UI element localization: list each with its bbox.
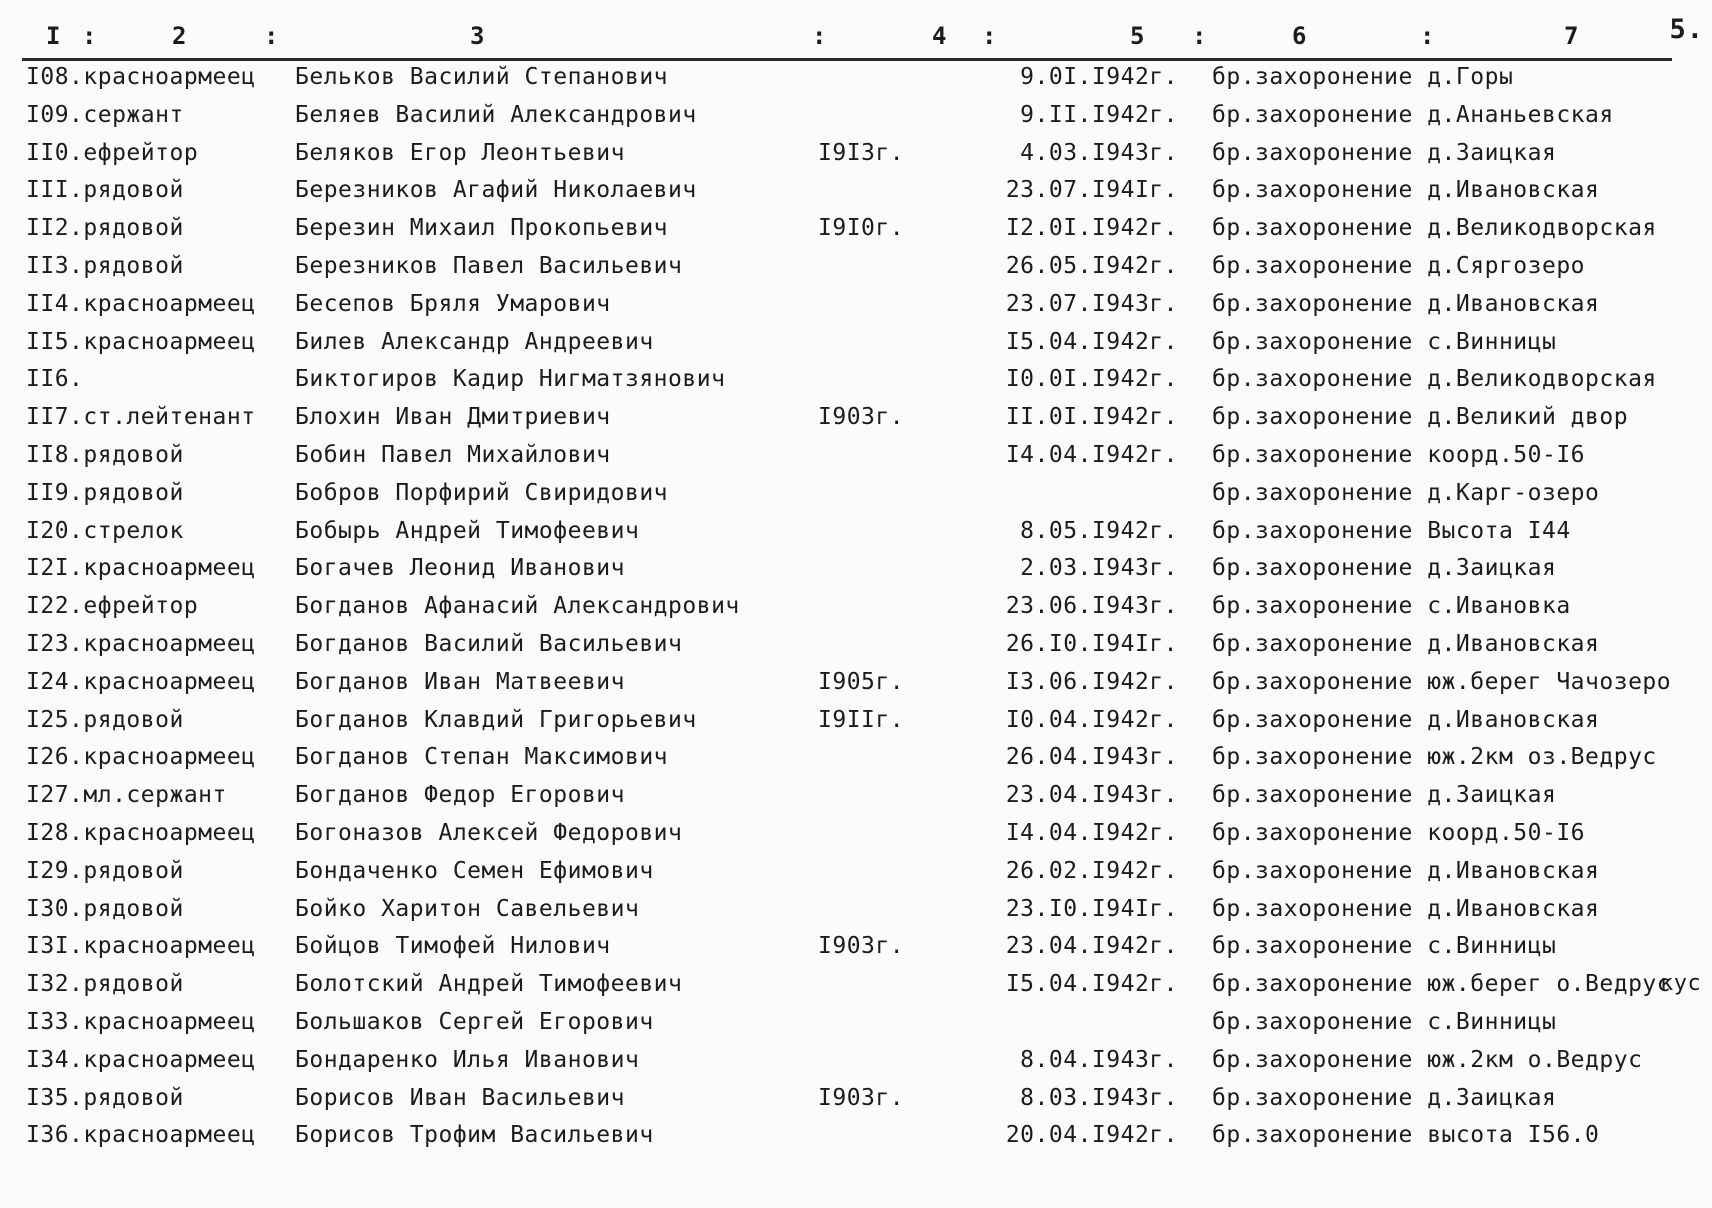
rank-cell: I33.красноармеец <box>26 1008 256 1035</box>
burial-place-cell: бр.захоронение с.Винницы <box>1212 933 1557 960</box>
burial-place-cell: бр.захоронение д.Заицкая <box>1212 139 1557 166</box>
rank-cell: II3.рядовой <box>26 252 184 279</box>
header-col-4: 4 <box>932 22 947 50</box>
death-date-cell: 4.03.I943г. <box>1020 139 1178 166</box>
birth-year-cell: I903г. <box>818 1084 905 1111</box>
burial-place-cell: бр.захоронение д.Ивановская <box>1212 290 1600 317</box>
rank-cell: I3I.красноармеец <box>26 933 256 960</box>
name-cell: Бобров Порфирий Свиридович <box>295 479 669 506</box>
record-row <box>0 96 1712 134</box>
burial-place-cell: бр.захоронение д.Великодворская <box>1212 215 1657 242</box>
rank-cell: I25.рядовой <box>26 706 184 733</box>
burial-place-cell: бр.захоронение с.Винницы <box>1212 328 1557 355</box>
record-row <box>0 890 1712 928</box>
name-cell: Березников Агафий Николаевич <box>295 177 697 204</box>
record-row <box>0 247 1712 285</box>
burial-place-cell: бр.захоронение д.Заицкая <box>1212 782 1557 809</box>
header-col-6: 6 <box>1292 22 1307 50</box>
rank-cell: I20.стрелок <box>26 517 184 544</box>
name-cell: Бобин Павел Михайлович <box>295 441 611 468</box>
burial-place-cell: бр.захоронение д.Ивановская <box>1212 177 1600 204</box>
rank-cell: I22.ефрейтор <box>26 593 199 620</box>
record-row <box>0 965 1712 1003</box>
burial-place-cell: бр.захоронение д.Великий двор <box>1212 404 1629 431</box>
header-sep-5: : <box>1192 22 1207 50</box>
name-cell: Бойцов Тимофей Нилович <box>295 933 611 960</box>
rank-cell: II5.красноармеец <box>26 328 256 355</box>
burial-place-cell: бр.захоронение д.Сяргозеро <box>1212 252 1586 279</box>
header-sep-3: : <box>812 22 827 50</box>
record-row <box>0 171 1712 209</box>
burial-place-cell: бр.захоронение д.Великодворская <box>1212 366 1657 393</box>
header-col-2: 2 <box>172 22 187 50</box>
death-date-cell: 23.04.I942г. <box>1005 933 1178 960</box>
record-row <box>0 1116 1712 1154</box>
burial-place-cell: бр.захоронение юж.берег Чачозеро <box>1212 668 1672 695</box>
death-date-cell: 26.05.I942г. <box>1005 252 1178 279</box>
death-date-cell: 26.04.I943г. <box>1005 744 1178 771</box>
name-cell: Билев Александр Андреевич <box>295 328 654 355</box>
name-cell: Березин Михаил Прокопьевич <box>295 215 669 242</box>
burial-place-continuation: кус <box>1660 971 1702 997</box>
death-date-cell: 23.04.I943г. <box>1005 782 1178 809</box>
burial-place-cell: бр.захоронение д.Ананьевская <box>1212 101 1614 128</box>
rank-cell: III.рядовой <box>26 177 184 204</box>
name-cell: Бельков Василий Степанович <box>295 64 669 90</box>
rank-cell: II6. <box>26 366 84 393</box>
rank-cell: II8.рядовой <box>26 441 184 468</box>
record-row <box>0 285 1712 323</box>
record-row <box>0 663 1712 701</box>
rank-cell: II0.ефрейтор <box>26 139 199 166</box>
death-date-cell: 9.0I.I942г. <box>1020 64 1178 90</box>
death-date-cell: I5.04.I942г. <box>1005 971 1178 998</box>
death-date-cell: 23.06.I943г. <box>1005 593 1178 620</box>
record-row <box>0 776 1712 814</box>
record-row <box>0 512 1712 550</box>
rank-cell: I2I.красноармеец <box>26 555 256 582</box>
rank-cell: I27.мл.сержант <box>26 782 227 809</box>
name-cell: Богданов Федор Егорович <box>295 782 625 809</box>
death-date-cell: 23.07.I943г. <box>1005 290 1178 317</box>
death-date-cell: I0.0I.I942г. <box>1005 366 1178 393</box>
name-cell: Болотский Андрей Тимофеевич <box>295 971 683 998</box>
header-sep-6: : <box>1420 22 1435 50</box>
burial-place-cell: бр.захоронение с.Ивановка <box>1212 593 1571 620</box>
death-date-cell: 8.03.I943г. <box>1020 1084 1178 1111</box>
header-sep-4: : <box>982 22 997 50</box>
name-cell: Богданов Иван Матвеевич <box>295 668 625 695</box>
rank-cell: I26.красноармеец <box>26 744 256 771</box>
death-date-cell: I5.04.I942г. <box>1005 328 1178 355</box>
name-cell: Богоназов Алексей Федорович <box>295 819 683 846</box>
header-sep-2: : <box>264 22 279 50</box>
record-row <box>0 549 1712 587</box>
burial-place-cell: бр.захоронение д.Горы <box>1212 64 1514 90</box>
record-row <box>0 1079 1712 1117</box>
rank-cell: II9.рядовой <box>26 479 184 506</box>
burial-place-cell: бр.захоронение высота I56.0 <box>1212 1122 1600 1149</box>
death-date-cell: I3.06.I942г. <box>1005 668 1178 695</box>
record-row <box>0 701 1712 739</box>
page-number: 5. <box>1669 14 1704 45</box>
record-row <box>0 323 1712 361</box>
name-cell: Березников Павел Васильевич <box>295 252 683 279</box>
name-cell: Биктогиров Кадир Нигматзянович <box>295 366 726 393</box>
rank-cell: I08.красноармеец <box>26 64 256 90</box>
death-date-cell: 26.I0.I94Iг. <box>1005 630 1178 657</box>
header-col-5: 5 <box>1130 22 1145 50</box>
rank-cell: I24.красноармеец <box>26 668 256 695</box>
record-row <box>0 852 1712 890</box>
name-cell: Борисов Трофим Васильевич <box>295 1122 654 1149</box>
name-cell: Беляков Егор Леонтьевич <box>295 139 625 166</box>
birth-year-cell: I903г. <box>818 404 905 431</box>
burial-place-cell: бр.захоронение д.Ивановская <box>1212 895 1600 922</box>
record-row <box>0 814 1712 852</box>
burial-place-cell: бр.захоронение юж.2км оз.Ведрус <box>1212 744 1657 771</box>
record-row <box>0 436 1712 474</box>
burial-place-cell: бр.захоронение д.Ивановская <box>1212 630 1600 657</box>
name-cell: Бондаренко Илья Иванович <box>295 1046 640 1073</box>
burial-place-cell: бр.захоронение Высота I44 <box>1212 517 1571 544</box>
rank-cell: I34.красноармеец <box>26 1046 256 1073</box>
rank-cell: I09.сержант <box>26 101 184 128</box>
burial-place-cell: бр.захоронение юж.берег о.Ведрус <box>1212 971 1672 998</box>
rank-cell: II7.ст.лейтенант <box>26 404 256 431</box>
burial-place-cell: бр.захоронение д.Карг-озеро <box>1212 479 1600 506</box>
death-date-cell: 8.05.I942г. <box>1020 517 1178 544</box>
record-row <box>0 58 1712 96</box>
name-cell: Богачев Леонид Иванович <box>295 555 625 582</box>
rank-cell: I36.красноармеец <box>26 1122 256 1149</box>
death-date-cell: I4.04.I942г. <box>1005 441 1178 468</box>
burial-place-cell: бр.захоронение д.Ивановская <box>1212 857 1600 884</box>
death-date-cell: 23.I0.I94Iг. <box>1005 895 1178 922</box>
name-cell: Богданов Степан Максимович <box>295 744 669 771</box>
name-cell: Богданов Афанасий Александрович <box>295 593 740 620</box>
name-cell: Борисов Иван Васильевич <box>295 1084 625 1111</box>
death-date-cell: 20.04.I942г. <box>1005 1122 1178 1149</box>
death-date-cell: 2.03.I943г. <box>1020 555 1178 582</box>
record-row <box>0 587 1712 625</box>
birth-year-cell: I9I3г. <box>818 139 905 166</box>
record-row <box>0 625 1712 663</box>
death-date-cell: 8.04.I943г. <box>1020 1046 1178 1073</box>
burial-place-cell: бр.захоронение коорд.50-I6 <box>1212 441 1586 468</box>
rank-cell: I32.рядовой <box>26 971 184 998</box>
header-col-7: 7 <box>1564 22 1579 50</box>
record-row <box>0 134 1712 172</box>
rank-cell: I29.рядовой <box>26 857 184 884</box>
burial-place-cell: бр.захоронение д.Заицкая <box>1212 1084 1557 1111</box>
record-row <box>0 927 1712 965</box>
name-cell: Блохин Иван Дмитриевич <box>295 404 611 431</box>
death-date-cell: 26.02.I942г. <box>1005 857 1178 884</box>
record-row <box>0 360 1712 398</box>
death-date-cell: I2.0I.I942г. <box>1005 215 1178 242</box>
record-row <box>0 1041 1712 1079</box>
record-row <box>0 1003 1712 1041</box>
header-col-3: 3 <box>470 22 485 50</box>
burial-place-cell: бр.захоронение юж.2км о.Ведрус <box>1212 1046 1643 1073</box>
birth-year-cell: I903г. <box>818 933 905 960</box>
death-date-cell: I0.04.I942г. <box>1005 706 1178 733</box>
record-row <box>0 474 1712 512</box>
name-cell: Бойко Харитон Савельевич <box>295 895 640 922</box>
header-col-1: I <box>46 22 61 50</box>
record-row <box>0 738 1712 776</box>
name-cell: Бобырь Андрей Тимофеевич <box>295 517 640 544</box>
birth-year-cell: I9IIг. <box>818 706 905 733</box>
burial-place-cell: бр.захоронение д.Заицкая <box>1212 555 1557 582</box>
death-date-cell: 23.07.I94Iг. <box>1005 177 1178 204</box>
name-cell: Бесепов Бряля Умарович <box>295 290 611 317</box>
burial-place-cell: бр.захоронение д.Ивановская <box>1212 706 1600 733</box>
birth-year-cell: I905г. <box>818 668 905 695</box>
rank-cell: I35.рядовой <box>26 1084 184 1111</box>
record-row <box>0 209 1712 247</box>
name-cell: Беляев Василий Александрович <box>295 101 697 128</box>
death-date-cell: 9.II.I942г. <box>1020 101 1178 128</box>
burial-place-cell: бр.захоронение коорд.50-I6 <box>1212 819 1586 846</box>
rank-cell: II4.красноармеец <box>26 290 256 317</box>
burial-place-cell: бр.захоронение с.Винницы <box>1212 1008 1557 1035</box>
name-cell: Большаков Сергей Егорович <box>295 1008 654 1035</box>
rank-cell: I28.красноармеец <box>26 819 256 846</box>
birth-year-cell: I9I0г. <box>818 215 905 242</box>
death-date-cell: I4.04.I942г. <box>1005 819 1178 846</box>
rank-cell: I23.красноармеец <box>26 630 256 657</box>
header-sep-1: : <box>82 22 97 50</box>
rank-cell: I30.рядовой <box>26 895 184 922</box>
name-cell: Богданов Клавдий Григорьевич <box>295 706 697 733</box>
rank-cell: II2.рядовой <box>26 215 184 242</box>
name-cell: Богданов Василий Васильевич <box>295 630 683 657</box>
column-header-row <box>22 22 1672 61</box>
record-list <box>0 58 1712 1154</box>
name-cell: Бондаченко Семен Ефимович <box>295 857 654 884</box>
death-date-cell: II.0I.I942г. <box>1005 404 1178 431</box>
record-row <box>0 398 1712 436</box>
